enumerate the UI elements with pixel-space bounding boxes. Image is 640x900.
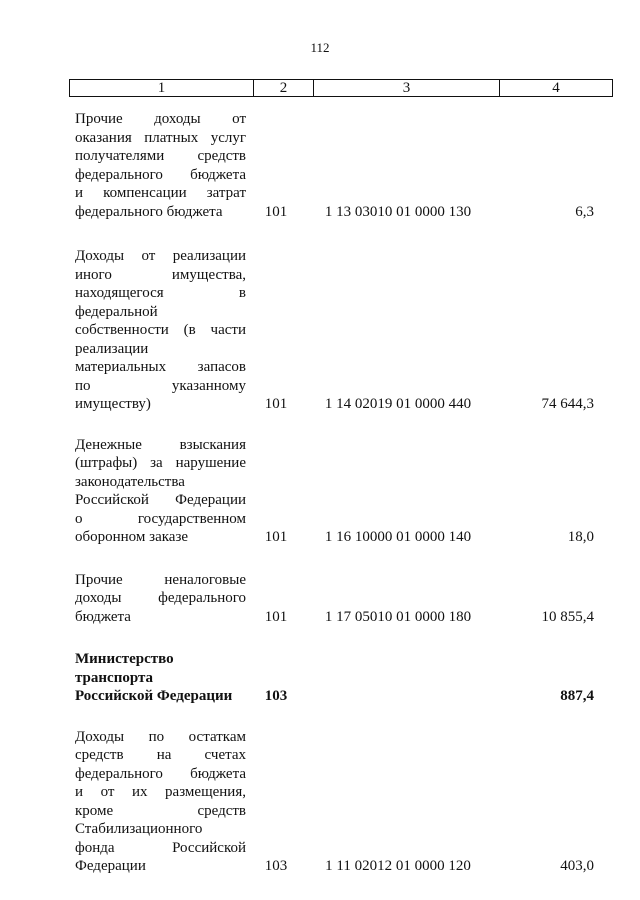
row-name-line: оборонном заказе xyxy=(75,529,189,545)
row-budget-code: 1 14 02019 01 0000 440 xyxy=(324,396,472,412)
row-name-line: федерального бюджета xyxy=(75,765,246,782)
row-budget-code: 1 16 10000 01 0000 140 xyxy=(324,529,472,545)
row-admin-code: 101 xyxy=(264,396,288,412)
row-name-line: получателями средств xyxy=(75,148,246,164)
table-row xyxy=(69,247,600,414)
row-name-line: федерального бюджета xyxy=(75,203,223,220)
row-amount: 6,3 xyxy=(575,203,594,220)
row-admin-code: 101 xyxy=(264,203,288,220)
row-name xyxy=(69,571,246,627)
row-name-line: средств на счетах xyxy=(75,747,246,763)
row-name-line: и компенсации затрат xyxy=(75,185,246,201)
row-name-line: Стабилизационного xyxy=(75,821,203,837)
row-admin-code: 103 xyxy=(264,858,288,874)
row-name-line: имуществу) xyxy=(75,396,151,412)
column-header-3: 3 xyxy=(314,80,500,97)
table-row xyxy=(69,650,600,706)
row-name-line: доходы федерального xyxy=(75,590,246,606)
row-name-line: законодательства xyxy=(75,473,185,490)
row-name-line: реализации xyxy=(75,340,149,357)
row-name-line: (штрафы) за нарушение xyxy=(75,455,246,471)
table-row xyxy=(69,571,600,627)
row-name-line: фонда Российской xyxy=(75,839,246,856)
row-name xyxy=(69,247,246,414)
row-name-line: и от их размещения, xyxy=(75,784,246,800)
row-name-line: бюджета xyxy=(75,608,131,625)
row-amount: 10 855,4 xyxy=(541,608,594,625)
column-header-2: 2 xyxy=(254,80,314,97)
row-name-line: Российской Федерации xyxy=(75,688,233,704)
row-budget-code: 1 13 03010 01 0000 130 xyxy=(324,203,472,220)
row-amount: 403,0 xyxy=(560,858,594,874)
page-number: 112 xyxy=(310,40,330,55)
row-name-line: по указанному xyxy=(75,377,246,394)
row-name xyxy=(69,436,246,547)
row-name-line: Доходы от реализации xyxy=(75,248,246,264)
row-amount: 887,4 xyxy=(560,688,594,704)
row-name xyxy=(69,650,246,706)
row-name-line: федерального бюджета xyxy=(75,166,246,183)
row-name-line: Федерации xyxy=(75,858,146,874)
row-name-line: Прочие неналоговые xyxy=(75,571,246,588)
row-name xyxy=(69,110,246,221)
row-admin-code: 101 xyxy=(264,608,288,625)
table-row xyxy=(69,110,600,221)
row-budget-code: 1 11 02012 01 0000 120 xyxy=(325,858,471,874)
table-row xyxy=(69,436,600,547)
row-budget-code: 1 17 05010 01 0000 180 xyxy=(324,608,472,625)
row-name-line: собственности (в части xyxy=(75,322,246,338)
row-name-line: оказания платных услуг xyxy=(75,129,246,146)
row-name-line: находящегося в xyxy=(75,285,246,301)
row-amount: 74 644,3 xyxy=(541,396,594,412)
row-name-line: кроме средств xyxy=(75,802,246,819)
row-admin-code: 101 xyxy=(264,529,288,545)
row-name-line: Прочие доходы от xyxy=(75,111,246,127)
row-name-line: материальных запасов xyxy=(75,359,246,375)
row-name-line: транспорта xyxy=(75,669,154,686)
column-header-4: 4 xyxy=(500,80,613,97)
row-admin-code: 103 xyxy=(264,688,288,704)
table-body xyxy=(69,110,600,876)
row-name-line: Российской Федерации xyxy=(75,492,246,508)
column-header-table xyxy=(69,79,613,97)
table-row xyxy=(69,728,600,876)
row-name-line: о государственном xyxy=(75,510,246,527)
row-amount: 18,0 xyxy=(567,529,594,545)
row-name-line: Денежные взыскания xyxy=(75,436,246,453)
column-header-1: 1 xyxy=(70,80,254,97)
row-name-line: федеральной xyxy=(75,303,158,320)
row-name xyxy=(69,728,246,876)
row-name-line: Доходы по остаткам xyxy=(75,728,246,745)
row-name-line: Министерство xyxy=(75,651,174,667)
row-name-line: иного имущества, xyxy=(75,266,246,283)
